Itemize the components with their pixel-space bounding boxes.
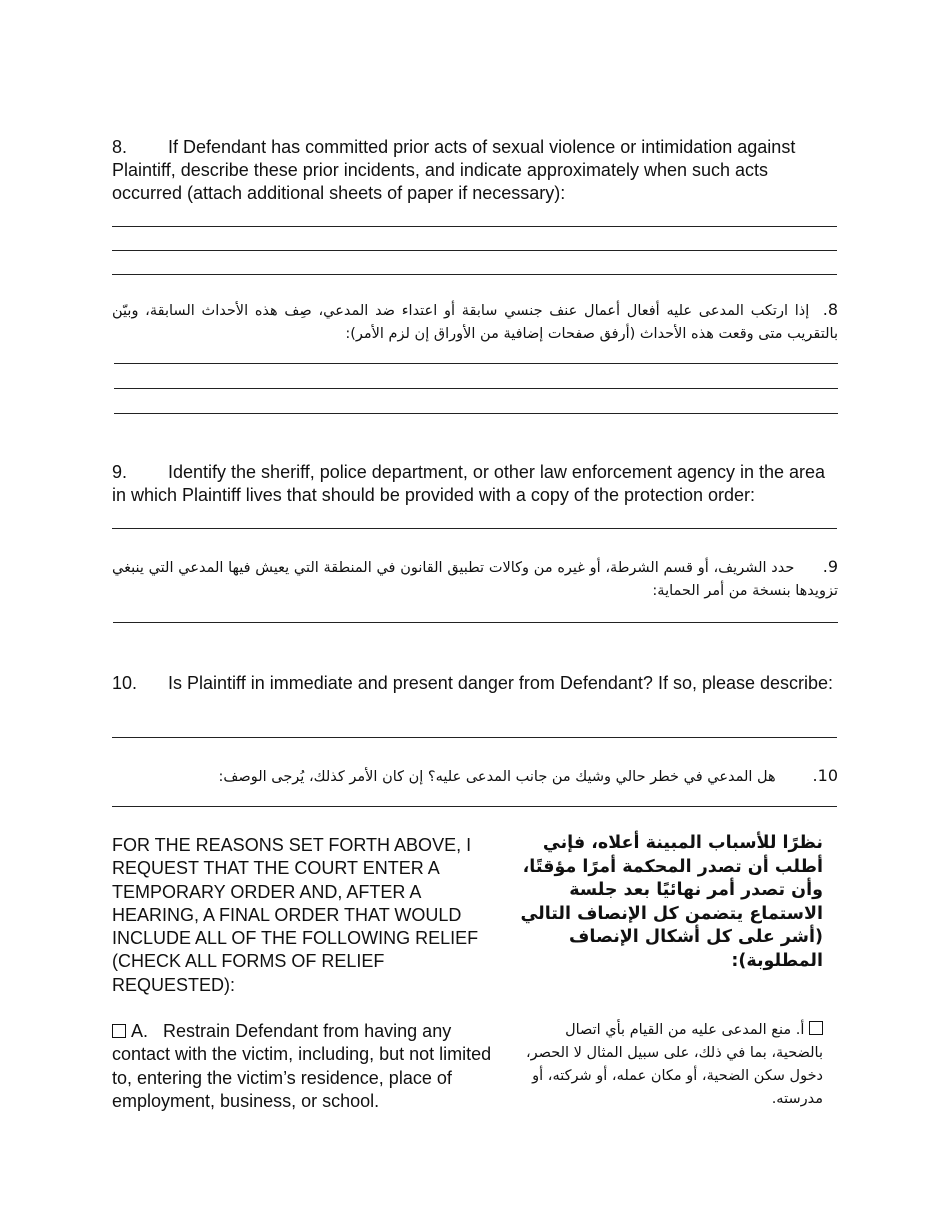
item8-question-arabic bbox=[112, 298, 838, 346]
item10-text-arabic: هل المدعي في خطر حالي وشيك من جانب المدعى عليه؟ إن كان الأمر كذلك، يُرجى الوصف: bbox=[218, 769, 776, 785]
relief-request-heading-arabic: نظرًا للأسباب المبينة أعلاه، فإني أطلب أن تصدر المحكمة أمرًا مؤقتًا، وأن تصدر أمر نهائيًا بعد جلسة الاستماع يتضمن كل الإنصاف التالي (أشر على كل أشكال الإنصاف المطلوبة): bbox=[520, 833, 823, 971]
item8-number-arabic: 8. bbox=[822, 300, 838, 319]
item9-question-arabic bbox=[112, 555, 838, 603]
item8-arabic-answer-line-2[interactable] bbox=[114, 388, 838, 389]
item10-question-arabic bbox=[112, 764, 838, 789]
relief-a-text: Restrain Defendant from having any contact with the victim, including, but not limited to, entering the victim’s residence, place of employment, business, or school. bbox=[112, 1021, 492, 1111]
item9-text-arabic: حدد الشريف، أو قسم الشرطة، أو غيره من وكالات تطبيق القانون في المنطقة التي يعيش فيها المدعي التي ينبغي تزويدها بنسخة من أمر الحماية: bbox=[112, 560, 838, 599]
item8-arabic-answer-line-3[interactable] bbox=[114, 413, 838, 414]
item9-answer-line[interactable] bbox=[112, 528, 837, 529]
item10-question bbox=[112, 672, 837, 695]
item9-text: Identify the sheriff, police department, or other law enforcement agency in the area in which Plaintiff lives that should be provided with a copy of the protection order: bbox=[112, 462, 826, 505]
relief-a-label-arabic: أ. bbox=[795, 1022, 805, 1038]
item8-text: If Defendant has committed prior acts of sexual violence or intimidation against Plaintiff, describe these prior incidents, and indicate approximately when such acts occurred (attach additional sheets of paper if necessary): bbox=[112, 137, 796, 203]
item10-text: Is Plaintiff in immediate and present danger from Defendant? If so, please describe: bbox=[168, 673, 834, 693]
item10-number: 10. bbox=[112, 673, 138, 693]
item8-arabic-answer-line-1[interactable] bbox=[114, 363, 838, 364]
item9-number: 9. bbox=[112, 462, 128, 482]
relief-a-label: A. bbox=[131, 1021, 149, 1041]
relief-a-item-arabic bbox=[515, 1019, 823, 1111]
item9-arabic-answer-line[interactable] bbox=[113, 622, 838, 623]
item10-arabic-answer-line[interactable] bbox=[112, 806, 837, 807]
item8-answer-line-1[interactable] bbox=[112, 226, 837, 227]
relief-a-text-arabic: منع المدعى عليه من القيام بأي اتصال بالضحية، بما في ذلك، على سبيل المثال لا الحصر، دخول سكن الضحية، أو مكان عمله، أو شركته، أو مدرسته. bbox=[525, 1022, 823, 1107]
item10-number-arabic: 10. bbox=[812, 766, 838, 785]
item8-answer-line-2[interactable] bbox=[112, 250, 837, 251]
item8-answer-line-3[interactable] bbox=[112, 274, 837, 275]
item9-number-arabic: 9. bbox=[822, 557, 838, 576]
item8-number: 8. bbox=[112, 137, 128, 157]
relief-a-item bbox=[112, 1020, 507, 1113]
relief-a-checkbox-arabic[interactable] bbox=[809, 1021, 823, 1035]
item8-text-arabic: إذا ارتكب المدعى عليه أفعال أعمال عنف جنسي سابقة أو اعتداء ضد المدعي، صِف هذه الأحداث السابقة، وبيّن بالتقريب متى وقعت هذه الأحداث (أرفق صفحات إضافية من الأوراق إن لزم الأمر): bbox=[112, 303, 838, 342]
item9-question bbox=[112, 461, 837, 507]
relief-request-heading: FOR THE REASONS SET FORTH ABOVE, I REQUEST THAT THE COURT ENTER A TEMPORARY ORDER AND, AFTER A HEARING, A FINAL ORDER THAT WOULD INCLUDE ALL OF THE FOLLOWING RELIEF (CHECK ALL FORMS OF RELIEF REQUESTED): bbox=[112, 835, 479, 995]
relief-a-checkbox[interactable] bbox=[112, 1024, 126, 1038]
item10-answer-line[interactable] bbox=[112, 737, 837, 738]
item8-question bbox=[112, 136, 837, 205]
